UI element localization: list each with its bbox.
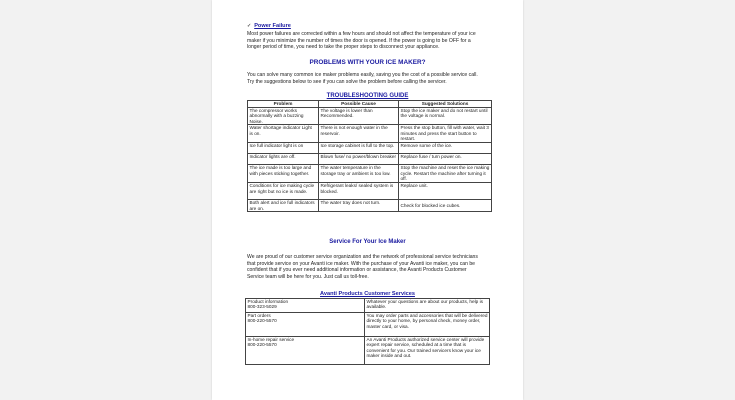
problem-cell: Both alert and ice full indicators are on. <box>248 200 319 212</box>
service-heading: Service For Your Ice Maker <box>329 239 406 245</box>
table-row <box>248 125 492 143</box>
customer-services-table <box>245 298 490 365</box>
text-line: that provide service on your Avanti ice maker. With the purchase of your Avanti ice maker, you can be <box>247 260 476 267</box>
table-row <box>248 165 492 183</box>
column-header: Problem <box>248 101 319 108</box>
phone-number: 800-220-5570 <box>247 318 277 324</box>
text-line: longer period of time, you need to take the proper steps to disconnect your appliance. <box>247 44 440 51</box>
text-line: Service team will be here for you. Just call us toll-free. <box>247 273 369 280</box>
solution-cell: Replace unit. <box>399 183 492 200</box>
cause-cell: Refrigerant leaks/ sealed system is blocked. <box>319 183 399 200</box>
solution-cell: Stop the ice maker and do not restart until the voltage is normal. <box>399 108 492 125</box>
table-row <box>248 200 492 212</box>
phone-number: 800-220-5570 <box>247 342 277 348</box>
table-row <box>248 143 492 154</box>
service-text <box>247 254 509 280</box>
table-row <box>248 154 492 165</box>
cause-cell: The water temperature in the storage tray or ambient is too low. <box>319 165 399 183</box>
cause-cell: The water tray does not turn. <box>319 200 399 212</box>
solution-cell: Replace fuse / turn power on. <box>399 154 492 165</box>
problems-intro <box>247 72 509 85</box>
phone-number: 800-323-5029 <box>247 304 277 310</box>
table-row <box>248 108 492 125</box>
troubleshooting-title: TROUBLESHOOTING GUIDE <box>326 93 409 99</box>
text-line: confident that if you ever need additional information or assistance, the Avanti Products Customer <box>247 267 467 274</box>
problem-cell: Indicator lights are off. <box>248 154 319 165</box>
solution-cell: Check for blocked ice cubes. <box>399 200 492 212</box>
table-row <box>248 183 492 200</box>
problem-cell: Conditions for ice making cycle are right but no ice is made. <box>248 183 319 200</box>
problem-cell: Water shortage indicator Light is on. <box>248 125 319 143</box>
cause-cell: The voltage is lower than Recommended. <box>319 108 399 125</box>
cause-cell: There is not enough water in the reservoir. <box>319 125 399 143</box>
table-row <box>246 299 490 313</box>
table-row <box>246 337 490 365</box>
table-row <box>246 313 490 337</box>
power-failure-title: Power Failure <box>254 23 291 29</box>
service-contact-cell <box>246 299 365 313</box>
text-line: Most power failures are corrected within a few hours and should not affect the temperature of your ice <box>247 31 476 37</box>
text-line: Try the suggestions below to see if you can solve the problem before calling the servicer. <box>247 78 447 85</box>
customer-services-title: Avanti Products Customer Services <box>320 291 415 297</box>
service-description-cell: You may order parts and accessories that will be delivered directly to your home, by personal check, money order, master card, or visa. <box>365 313 490 337</box>
problems-heading: PROBLEMS WITH YOUR ICE MAKER? <box>309 59 426 66</box>
service-description-cell: An Avanti Products authorized service center will provide expert repair service, scheduled at a time that is convenient for you. Our trained servicers know your ice maker inside and out. <box>365 337 490 365</box>
text-line: You can solve many common ice maker problems easily, saving you the cost of a possible service call. <box>247 72 478 78</box>
cause-cell: Blown fuse/ no power/blown breaker <box>319 154 399 165</box>
table-header-row <box>248 101 492 108</box>
problem-cell: The compressor works abnormally with a buzzing Noise. <box>248 108 319 125</box>
service-name: In-home repair service <box>247 337 295 342</box>
service-name: Part orders <box>247 313 271 318</box>
service-description-cell: Whatever your questions are about our products, help is available. <box>365 299 490 313</box>
problem-cell: Ice full indicator light is on <box>248 143 319 154</box>
cause-cell: Ice storage cabinet is full to the top. <box>319 143 399 154</box>
checkmark-bullet-icon: ✓ <box>247 23 252 29</box>
problem-cell: The ice made is too large and with pieces sticking together. <box>248 165 319 183</box>
service-contact-cell <box>246 337 365 365</box>
solution-cell: Stop the machine and reset the ice making cycle. Restart the machine after turning it off. <box>399 165 492 183</box>
troubleshooting-table <box>247 100 492 212</box>
manual-page <box>212 0 523 400</box>
service-contact-cell <box>246 313 365 337</box>
solution-cell: Remove some of the ice. <box>399 143 492 154</box>
text-line: We are proud of our customer service organization and the network of professional service technicians <box>247 254 478 260</box>
power-failure-heading <box>247 23 291 29</box>
service-name: Product information <box>247 299 289 304</box>
text-line: maker if you minimize the number of times the door is opened. If the power is going to be OFF for a <box>247 37 471 44</box>
column-header: Possible Cause <box>319 101 399 108</box>
power-failure-text <box>247 31 509 51</box>
solution-cell: Press the stop button, fill with water, wait 3 minutes and press the start button to restart. <box>399 125 492 143</box>
column-header: Suggested Solutions <box>399 101 492 108</box>
